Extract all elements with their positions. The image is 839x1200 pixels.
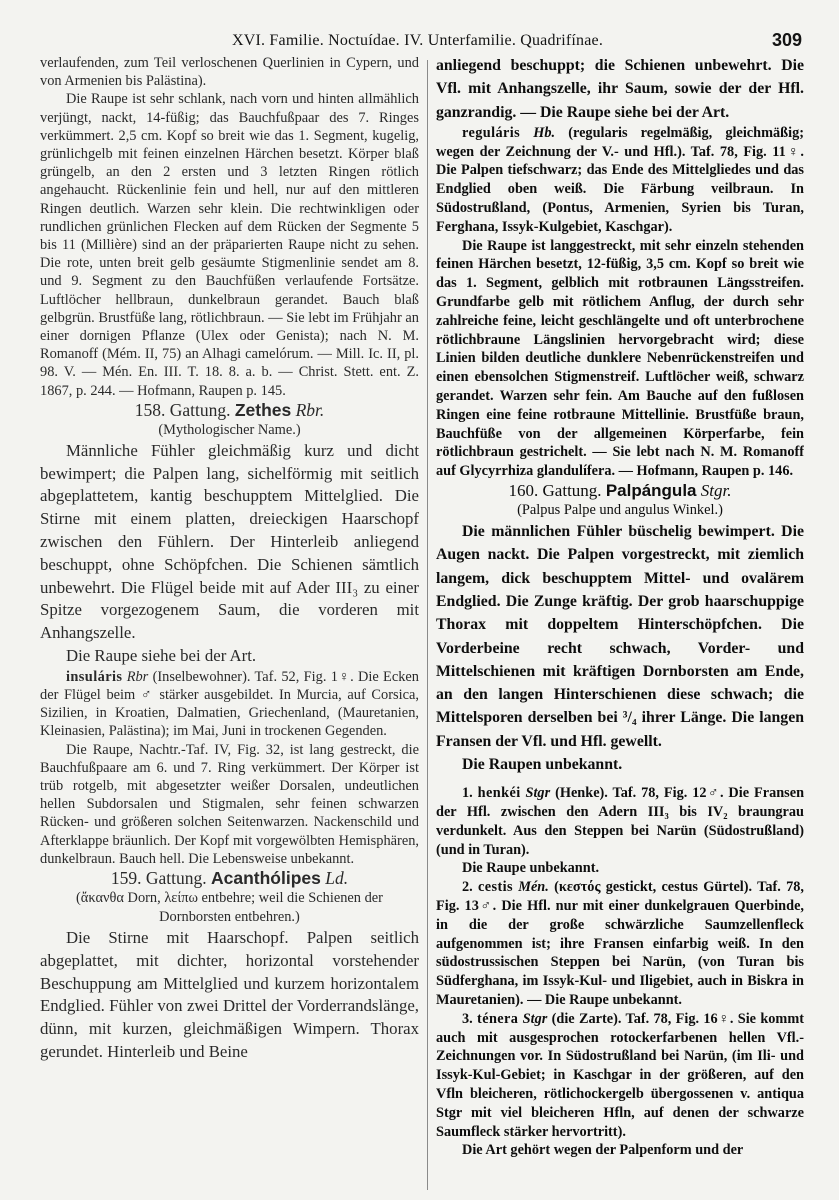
genus-etymology: (Mythologischer Name.) [158,421,301,438]
genus-author: Stgr. [700,481,732,501]
genus-heading-158 [40,400,419,421]
species-author: Stgr [522,1010,548,1027]
left-column [40,54,419,1064]
genus-author: Ld. [325,868,349,889]
species-name: henkéi [477,785,521,802]
species-name: ténera [477,1010,519,1027]
raupe-note: Die Raupe siehe bei der Art. [66,646,257,666]
species-author: Rbr [126,668,149,685]
species-number: 2. [462,879,473,896]
paragraph: anliegend beschuppt; die Schienen unbewehrt. Die Vfl. mit Anhangszelle, ihr Saum, sowie der der Hfl. ganzrandig. — Die Raupe siehe bei der Art. [436,57,804,121]
page-number: 309 [772,30,803,50]
genus-name: Palpángula [605,481,697,501]
species-number: 3. [462,1010,473,1027]
species-text: (regularis regelmäßig, gleichmäßig; wegen der Zeichnung der V.- und Hfl.). Taf. 78, Fig. 11♀. Die Palpen tiefschwarz; das Ende des Mittelgliedes und das Endglied oben weiß. Die Färbung veilbraun. In Südostrußland, (Pontus, Armenien, Syrien bis Turan, Ferghana, Issyk-Kulgebiet, Kaschgar). [436,124,804,235]
genus-heading-159 [40,868,419,889]
species-text: (κεστός gestickt, cestus Gürtel). Taf. 78, Fig. 13♂. Die Hfl. nur mit einer dunkelgrauen Querbinde, in die der große schwärzliche Saumzellenfleck aufgenommen ist; ihre Fransen einfarbig weiß. In den südostrussischen Steppen bei Narün, (von Turan bis Südferghana, im Issyk-Kul- und Iligebiet, auch in Biskra in Mauretanien). — Die Raupe unbekannt. [436,879,804,1009]
genus-number: 159. Gattung. [110,868,207,889]
running-title: XVI. Familie. Noctuídae. IV. Unterfamilie. Quadrifínae. [232,32,604,49]
paragraph: verlaufenden, zum Teil verloschenen Querlinien in Cypern, und von Armenien bis Palästina). [40,55,419,90]
species-name: reguláris [462,124,521,141]
right-column [436,54,804,1160]
raupe-description: Die Raupe ist langgestreckt, mit sehr einzeln stehenden feinen Härchen besetzt, 12-füßig, 3,5 cm. Kopf so breit wie das 1. Segment, gelblich mit rotbraunen Längsstreifen. Grundfarbe gelb mit rötlichem Anflug, der durch sehr zahlreiche feine, leicht geschlängelte und oft unterbrochene rötlichbraune Längslinien hervorgebracht wird; diese Linien bilden deutliche dunklere Nebenrückenstreifen und einen ebensolchen Stigmenstreif. Luftlöcher weiß, schwarz gerandet. Warzen sehr fein. Am Bauche auf den fußlosen Ringen eine feine rotbraune Mittellinie. Brustfüße braun, Bauchfüße von der allgemeinen Körperfarbe, fein rötlichbraun gestrichelt. — Sie lebt nach N. M. Romanoff auf Glycyrrhiza glandulífera. — Hofmann, Raupen p. 146. [436,237,804,480]
species-text: (Inselbewohner). Taf. 52, Fig. 1♀. Die Ecken der Flügel beim ♂ stärker ausgebildet. In Murcia, auf Corsica, Sizilien, in Kroatien, Dalmatien, Griechenland, (Mauretanien, Kleinasien, Palästina); im Mai, Juni in trockenen Gegenden. [40,668,419,740]
genus-heading-160 [436,481,804,501]
species-author: Mén. [518,879,549,896]
genus-description: Die männlichen Fühler büschelig bewimpert. Die Augen nackt. Die Palpen vorgestreckt, mit ziemlich langem, dick beschupptem Mittel- und ovalärem Endglied. Die Zunge kräftig. Der grob haarschuppige Thorax mit doppeltem Hinterschöpfchen. Die Vorderbeine recht schwach, Vorder- und Mittelschienen mit kräftigen Dornborsten am Ende, an den langen Hinterschienen diese schwach; die Mittelsporen derselben bei ³/₄ ihrer Länge. Die langen Fransen der Vfl. und Hfl. gewellt. [436,523,804,750]
genus-description: Die Stirne mit Haarschopf. Palpen seitlich abgeplattet, mit dichter, horizontal vorstehender Beschuppung am Mittelglied und kurzem horizontalem Endglied. Fühler von zwei Drittel der Vorderrandslänge, dünn, mit kurzen, gleichmäßigen Wimpern. Thorax gerundet. Hinterleib und Beine [40,928,419,1062]
species-entry-tenera [436,1010,804,1142]
raupe-description: Die Raupe ist sehr schlank, nach vorn und hinten allmählich verjüngt, nackt, 14-füßig; das Bauchfußpaar des 7. Ringes verkümmert. 2,5 cm. Kopf so breit wie das 1. Segment, kugelig, grünlichgelb mit feinen einzelnen Härchen besetzt. Körper blaß grüngelb, an den 2 ersten und 3 letzten Ringen rötlich angehaucht. Rückenlinie fein und hell, nur auf den mittleren Ringen deutlich. Warzen sehr klein. Die rechtwinkligen oder rundlichen grünlichen Flecken auf dem Rücken der Segmente 5 bis 11 (Millière) sind an der präparierten Raupe nicht zu sehen. Die rote, unten breit gelb gesäumte Stigmenlinie sendet am 8. und 9. Segment zu den Bauchfüßen verlaufende Fortsätze. Luftlöcher hellbraun, dunkelbraun gerandet. Bauch blaß gelbgrün. Brustfüße lang, rötlichbraun. — Sie lebt im Frühjahr an einer dornigen Pflanze (Ulex oder Genista); nach N. M. Romanoff (Mém. II, 75) an Alhagi camelórum. — Mill. Ic. II, pl. 98. V. — Mén. En. III. T. 18. 8. a. b. — Christ. Stett. ent. Z. 1867, p. 244. — Hofmann, Raupen p. 145. [40,91,419,399]
paragraph: Die Art gehört wegen der Palpenform und der [462,1142,744,1159]
species-text: (die Zarte). Taf. 78, Fig. 16♀. Sie kommt auch mit ausgesprochen rotockerfarbenen hellen Vfl.-Zeichnungen vor. In Südostrußland bei Narün, (im Ili- und Issyk-Kul-Gebiet; in Kaschgar in der größeren, auf den Vfln bleicheren, rötlichockergelb übergossenen v. antiqua Stgr mit viel bleicheren Hfln, auf denen der schwarze Saumfleck stärker hervortritt). [436,1010,804,1140]
species-text: (Henke). Taf. 78, Fig. 12♂. Die Fransen der Hfl. zwischen den Adern III₃ bis IV₂ braungrau verdunkelt. Aus den Steppen bei Narün (Südostrußland) (und in Turan). [436,785,804,858]
species-author: Hb. [533,124,556,141]
genus-name: Zethes [234,399,292,420]
genus-number: 160. Gattung. [508,481,602,501]
page-header [0,28,839,52]
column-divider [427,60,428,1190]
genus-number: 158. Gattung. [134,399,231,420]
species-name: cestis [478,879,513,896]
species-entry-insularis [40,668,419,741]
genus-name: Acanthólipes [211,868,321,889]
genus-author: Rbr. [295,399,325,420]
species-entry-regularis [436,124,804,237]
genus-etymology: (ἄκανθα Dorn, λείπω entbehre; weil die Schienen der Dornborsten entbehren.) [76,890,383,926]
species-author: Stgr [525,785,551,802]
raupe-description: Die Raupe, Nachtr.-Taf. IV, Fig. 32, ist lang gestreckt, die Bauchfußpaare am 6. und 7. Ring verkümmert. Der Körper ist trüb rotgelb, mit abgesetzter weißer Dorsalen, undeutlichen hellen Subdorsalen und Stigmalen, sehr feinen schwarzen Rücken- und größeren solchen Seitenwarzen. Nackenschild und Afterklappe bräunlich. Der Kopf mit vorgewölbten Hemisphären, dunkelbraun. Bauch hell. Die Lebensweise unbekannt. [40,741,419,867]
genus-description: Männliche Fühler gleichmäßig kurz und dicht bewimpert; die Palpen lang, sichelförmig mit seitlich abgeplattetem, kantig beschupptem Mittelglied. Die Stirne mit einem platten, dreieckigen Haarschopf zwischen den Fühlern. Der Hinterleib anliegend beschuppt, ohne Schöpfchen. Die Schienen sämtlich unbewehrt. Die Flügel beide mit auf Ader III₃ zu einer Spitze vorgezogenem Saum, die vorderen mit Anhangszelle. [40,440,419,643]
species-entry-cestis [436,878,804,1010]
species-name: insuláris [66,668,123,685]
raupe-note: Die Raupe unbekannt. [462,860,600,877]
genus-etymology: (Palpus Palpe und angulus Winkel.) [517,502,723,519]
species-entry-henkei [436,784,804,859]
raupe-note: Die Raupen unbekannt. [462,756,623,773]
species-number: 1. [462,785,473,802]
